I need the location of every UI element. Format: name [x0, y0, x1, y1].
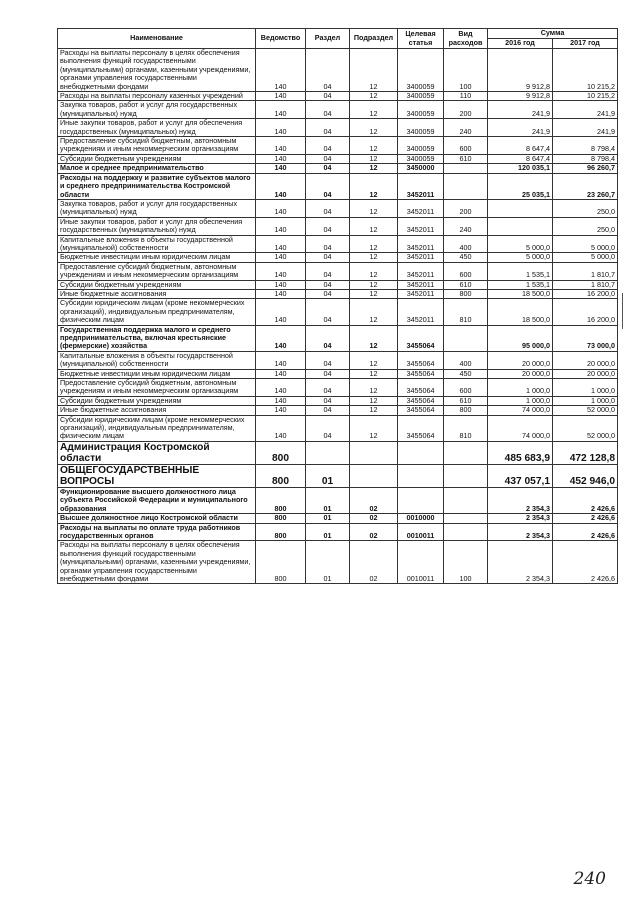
- row-sum-2016: 20 000,0: [488, 351, 553, 369]
- row-name: Расходы на выплаты персоналу казенных учреждений: [58, 92, 256, 101]
- row-subsection: 12: [350, 137, 398, 155]
- row-target: 3452011: [398, 289, 444, 298]
- row-kind: [444, 514, 488, 523]
- margin-mark: [622, 293, 623, 329]
- row-subsection: 12: [350, 164, 398, 173]
- row-sum-2017: 96 260,7: [553, 164, 618, 173]
- row-name: Бюджетные инвестиции иным юридическим лицам: [58, 369, 256, 378]
- row-name: Капитальные вложения в объекты государственной (муниципальной) собственности: [58, 235, 256, 253]
- row-sum-2017: 10 215,2: [553, 49, 618, 92]
- header-2016: 2016 год: [488, 39, 553, 49]
- row-target: 3452011: [398, 217, 444, 235]
- row-sum-2016: 241,9: [488, 101, 553, 119]
- row-subsection: 12: [350, 262, 398, 280]
- row-section: 04: [306, 262, 350, 280]
- row-sum-2017: 8 798,4: [553, 154, 618, 163]
- row-sum-2016: 18 500,0: [488, 289, 553, 298]
- row-name: Расходы на поддержку и развитие субъектов малого и среднего предпринимательства Костромской области: [58, 173, 256, 199]
- row-dept: 140: [256, 379, 306, 397]
- row-section: [306, 441, 350, 464]
- row-sum-2016: 20 000,0: [488, 369, 553, 378]
- row-sum-2017: 250,0: [553, 199, 618, 217]
- row-sum-2017: 23 260,7: [553, 173, 618, 199]
- row-sum-2017: 452 946,0: [553, 464, 618, 487]
- row-target: 3452011: [398, 299, 444, 325]
- header-2017: 2017 год: [553, 39, 618, 49]
- row-name: Капитальные вложения в объекты государственной (муниципальной) собственности: [58, 351, 256, 369]
- row-target: [398, 441, 444, 464]
- row-target: 3400059: [398, 119, 444, 137]
- row-subsection: 12: [350, 280, 398, 289]
- row-name: Субсидии бюджетным учреждениям: [58, 396, 256, 405]
- table-row: [58, 441, 618, 464]
- row-kind: 800: [444, 406, 488, 415]
- table-row: [58, 235, 618, 253]
- row-dept: 140: [256, 351, 306, 369]
- row-section: 04: [306, 289, 350, 298]
- row-subsection: 12: [350, 396, 398, 405]
- row-subsection: 02: [350, 541, 398, 584]
- row-subsection: 12: [350, 406, 398, 415]
- table-row: [58, 351, 618, 369]
- row-kind: 800: [444, 289, 488, 298]
- row-target: 3455064: [398, 406, 444, 415]
- row-section: 04: [306, 379, 350, 397]
- row-target: 3452011: [398, 235, 444, 253]
- row-target: 0010000: [398, 514, 444, 523]
- row-subsection: 02: [350, 514, 398, 523]
- table-row: [58, 406, 618, 415]
- row-target: 3452011: [398, 262, 444, 280]
- row-kind: 200: [444, 199, 488, 217]
- table-row: [58, 49, 618, 92]
- row-dept: 140: [256, 325, 306, 351]
- table-row: [58, 379, 618, 397]
- row-dept: 140: [256, 137, 306, 155]
- row-dept: 140: [256, 173, 306, 199]
- row-sum-2017: 52 000,0: [553, 415, 618, 441]
- row-target: 3400059: [398, 101, 444, 119]
- row-section: 04: [306, 137, 350, 155]
- row-section: 01: [306, 523, 350, 541]
- row-target: 3455064: [398, 369, 444, 378]
- table-row: [58, 487, 618, 513]
- table-row: [58, 523, 618, 541]
- row-name: Субсидии юридическим лицам (кроме некоммерческих организаций), индивидуальным предпринимателям, физическим лицам: [58, 299, 256, 325]
- row-target: 3400059: [398, 154, 444, 163]
- row-dept: 800: [256, 487, 306, 513]
- row-sum-2016: 5 000,0: [488, 235, 553, 253]
- row-section: 04: [306, 217, 350, 235]
- row-sum-2016: 5 000,0: [488, 253, 553, 262]
- row-subsection: 12: [350, 217, 398, 235]
- header-name: Наименование: [58, 29, 256, 49]
- row-section: 04: [306, 280, 350, 289]
- row-kind: [444, 325, 488, 351]
- row-section: 04: [306, 173, 350, 199]
- row-name: Иные закупки товаров, работ и услуг для обеспечения государственных (муниципальных) нужд: [58, 217, 256, 235]
- row-name: Малое и среднее предпринимательство: [58, 164, 256, 173]
- row-target: 0010011: [398, 523, 444, 541]
- row-sum-2017: 10 215,2: [553, 92, 618, 101]
- row-sum-2017: 52 000,0: [553, 406, 618, 415]
- row-dept: 140: [256, 101, 306, 119]
- row-dept: 800: [256, 441, 306, 464]
- row-dept: 140: [256, 253, 306, 262]
- row-sum-2017: 250,0: [553, 217, 618, 235]
- row-section: 04: [306, 119, 350, 137]
- row-section: 01: [306, 487, 350, 513]
- row-kind: 600: [444, 137, 488, 155]
- row-dept: 140: [256, 415, 306, 441]
- row-kind: [444, 164, 488, 173]
- row-sum-2017: 1 000,0: [553, 396, 618, 405]
- row-subsection: 12: [350, 369, 398, 378]
- row-sum-2016: 2 354,3: [488, 487, 553, 513]
- row-name: Иные бюджетные ассигнования: [58, 406, 256, 415]
- row-dept: 800: [256, 464, 306, 487]
- row-dept: 140: [256, 396, 306, 405]
- row-sum-2016: 9 912,8: [488, 92, 553, 101]
- row-kind: 110: [444, 92, 488, 101]
- row-sum-2016: [488, 217, 553, 235]
- row-name: Иные закупки товаров, работ и услуг для обеспечения государственных (муниципальных) нужд: [58, 119, 256, 137]
- row-kind: [444, 173, 488, 199]
- row-sum-2017: 1 810,7: [553, 280, 618, 289]
- row-target: 0010011: [398, 541, 444, 584]
- row-target: 3455064: [398, 325, 444, 351]
- row-target: 3452011: [398, 253, 444, 262]
- row-section: 04: [306, 154, 350, 163]
- row-sum-2016: 241,9: [488, 119, 553, 137]
- row-subsection: 12: [350, 351, 398, 369]
- row-sum-2017: 1 810,7: [553, 262, 618, 280]
- row-dept: 800: [256, 514, 306, 523]
- row-sum-2016: 2 354,3: [488, 541, 553, 584]
- row-sum-2016: [488, 199, 553, 217]
- row-kind: 100: [444, 541, 488, 584]
- row-section: 04: [306, 199, 350, 217]
- row-section: 04: [306, 396, 350, 405]
- table-row: [58, 199, 618, 217]
- row-kind: 400: [444, 235, 488, 253]
- row-section: 04: [306, 369, 350, 378]
- row-sum-2017: 241,9: [553, 119, 618, 137]
- row-target: [398, 464, 444, 487]
- row-kind: 810: [444, 415, 488, 441]
- row-section: 04: [306, 325, 350, 351]
- row-kind: 240: [444, 119, 488, 137]
- row-target: 3450000: [398, 164, 444, 173]
- row-section: 04: [306, 92, 350, 101]
- row-subsection: 12: [350, 92, 398, 101]
- table-row: [58, 101, 618, 119]
- row-kind: 600: [444, 262, 488, 280]
- row-sum-2017: 472 128,8: [553, 441, 618, 464]
- header-section: Раздел: [306, 29, 350, 49]
- row-sum-2017: 5 000,0: [553, 253, 618, 262]
- row-kind: 610: [444, 396, 488, 405]
- row-subsection: 12: [350, 119, 398, 137]
- row-target: 3455064: [398, 415, 444, 441]
- table-row: [58, 464, 618, 487]
- row-target: 3455064: [398, 379, 444, 397]
- row-dept: 140: [256, 289, 306, 298]
- row-kind: 240: [444, 217, 488, 235]
- row-subsection: 12: [350, 235, 398, 253]
- row-sum-2017: 2 426,6: [553, 523, 618, 541]
- row-section: 04: [306, 406, 350, 415]
- row-name: Предоставление субсидий бюджетным, автономным учреждениям и иным некоммерческим организациям: [58, 379, 256, 397]
- budget-table-sheet: [57, 28, 617, 584]
- row-sum-2016: 2 354,3: [488, 523, 553, 541]
- table-row: [58, 164, 618, 173]
- row-sum-2016: 95 000,0: [488, 325, 553, 351]
- row-kind: [444, 523, 488, 541]
- row-subsection: 12: [350, 379, 398, 397]
- row-dept: 140: [256, 119, 306, 137]
- row-kind: [444, 464, 488, 487]
- row-kind: 610: [444, 280, 488, 289]
- row-sum-2016: 485 683,9: [488, 441, 553, 464]
- row-kind: 450: [444, 253, 488, 262]
- row-dept: 140: [256, 199, 306, 217]
- header-dept: Ведомство: [256, 29, 306, 49]
- row-name: ОБЩЕГОСУДАРСТВЕННЫЕ ВОПРОСЫ: [58, 464, 256, 487]
- row-dept: 140: [256, 92, 306, 101]
- row-dept: 140: [256, 280, 306, 289]
- row-sum-2016: 1 535,1: [488, 280, 553, 289]
- row-subsection: 12: [350, 199, 398, 217]
- row-subsection: 12: [350, 289, 398, 298]
- row-target: 3455064: [398, 396, 444, 405]
- row-sum-2016: 8 647,4: [488, 154, 553, 163]
- row-name: Расходы на выплаты персоналу в целях обеспечения выполнения функций государственными (муниципальными) органами, казенными учреждениями, органами управления государственными внебюджетными фондами: [58, 541, 256, 584]
- row-target: 3400059: [398, 49, 444, 92]
- header-target: Целевая статья: [398, 29, 444, 49]
- row-sum-2017: 16 200,0: [553, 289, 618, 298]
- table-row: [58, 541, 618, 584]
- row-sum-2017: 2 426,6: [553, 514, 618, 523]
- header-kind: Вид расходов: [444, 29, 488, 49]
- row-kind: [444, 441, 488, 464]
- row-name: Администрация Костромской области: [58, 441, 256, 464]
- row-name: Расходы на выплаты персоналу в целях обеспечения выполнения функций государственными (муниципальными) органами, казенными учреждениями, органами управления государственными внебюджетными фондами: [58, 49, 256, 92]
- row-dept: 140: [256, 154, 306, 163]
- row-sum-2017: 16 200,0: [553, 299, 618, 325]
- row-section: 04: [306, 351, 350, 369]
- row-name: Предоставление субсидий бюджетным, автономным учреждениям и иным некоммерческим организациям: [58, 262, 256, 280]
- row-sum-2017: 20 000,0: [553, 369, 618, 378]
- row-section: 04: [306, 101, 350, 119]
- row-kind: 810: [444, 299, 488, 325]
- row-sum-2017: 73 000,0: [553, 325, 618, 351]
- row-name: Высшее должностное лицо Костромской области: [58, 514, 256, 523]
- row-subsection: 12: [350, 154, 398, 163]
- row-dept: 140: [256, 299, 306, 325]
- row-section: 04: [306, 235, 350, 253]
- row-section: 04: [306, 299, 350, 325]
- row-dept: 140: [256, 217, 306, 235]
- row-name: Иные бюджетные ассигнования: [58, 289, 256, 298]
- row-kind: 600: [444, 379, 488, 397]
- row-sum-2016: 2 354,3: [488, 514, 553, 523]
- row-section: 04: [306, 253, 350, 262]
- row-name: Субсидии юридическим лицам (кроме некоммерческих организаций), индивидуальным предпринимателям, физическим лицам: [58, 415, 256, 441]
- row-subsection: 12: [350, 415, 398, 441]
- row-name: Закупка товаров, работ и услуг для государственных (муниципальных) нужд: [58, 199, 256, 217]
- row-kind: 450: [444, 369, 488, 378]
- row-sum-2016: 18 500,0: [488, 299, 553, 325]
- row-subsection: 12: [350, 173, 398, 199]
- row-subsection: 12: [350, 101, 398, 119]
- row-section: 04: [306, 164, 350, 173]
- row-name: Закупка товаров, работ и услуг для государственных (муниципальных) нужд: [58, 101, 256, 119]
- row-name: Бюджетные инвестиции иным юридическим лицам: [58, 253, 256, 262]
- table-row: [58, 119, 618, 137]
- row-subsection: 02: [350, 523, 398, 541]
- table-row: [58, 217, 618, 235]
- row-subsection: [350, 464, 398, 487]
- row-sum-2016: 1 000,0: [488, 379, 553, 397]
- table-row: [58, 137, 618, 155]
- row-section: 01: [306, 541, 350, 584]
- row-kind: 610: [444, 154, 488, 163]
- row-kind: 200: [444, 101, 488, 119]
- row-sum-2017: 20 000,0: [553, 351, 618, 369]
- row-target: 3452011: [398, 173, 444, 199]
- row-subsection: [350, 441, 398, 464]
- row-subsection: 12: [350, 49, 398, 92]
- table-row: [58, 514, 618, 523]
- row-section: 01: [306, 464, 350, 487]
- row-sum-2017: 2 426,6: [553, 541, 618, 584]
- header-subsection: Подраздел: [350, 29, 398, 49]
- row-sum-2016: 74 000,0: [488, 406, 553, 415]
- row-dept: 140: [256, 235, 306, 253]
- row-kind: 100: [444, 49, 488, 92]
- row-sum-2016: 1 535,1: [488, 262, 553, 280]
- table-row: [58, 415, 618, 441]
- row-name: Субсидии бюджетным учреждениям: [58, 154, 256, 163]
- row-target: 3452011: [398, 199, 444, 217]
- row-dept: 140: [256, 406, 306, 415]
- row-sum-2016: 437 057,1: [488, 464, 553, 487]
- row-sum-2016: 9 912,8: [488, 49, 553, 92]
- row-dept: 140: [256, 164, 306, 173]
- row-section: 04: [306, 415, 350, 441]
- row-name: Расходы на выплаты по оплате труда работников государственных органов: [58, 523, 256, 541]
- row-subsection: 12: [350, 325, 398, 351]
- row-section: 04: [306, 49, 350, 92]
- row-kind: [444, 487, 488, 513]
- table-row: [58, 173, 618, 199]
- row-dept: 140: [256, 262, 306, 280]
- table-body: [58, 49, 618, 584]
- header-sum: Сумма: [488, 29, 618, 39]
- page-number: 240: [573, 869, 606, 889]
- row-sum-2017: 2 426,6: [553, 487, 618, 513]
- row-name: Функционирование высшего должностного лица субъекта Российской Федерации и муниципального образования: [58, 487, 256, 513]
- table-row: [58, 299, 618, 325]
- row-target: [398, 487, 444, 513]
- row-sum-2016: 74 000,0: [488, 415, 553, 441]
- row-target: 3452011: [398, 280, 444, 289]
- row-section: 01: [306, 514, 350, 523]
- row-sum-2016: 8 647,4: [488, 137, 553, 155]
- row-target: 3400059: [398, 137, 444, 155]
- row-sum-2017: 5 000,0: [553, 235, 618, 253]
- row-name: Государственная поддержка малого и среднего предпринимательства, включая крестьянские (фермерские) хозяйства: [58, 325, 256, 351]
- row-dept: 800: [256, 523, 306, 541]
- row-name: Предоставление субсидий бюджетным, автономным учреждениям и иным некоммерческим организациям: [58, 137, 256, 155]
- row-sum-2016: 25 035,1: [488, 173, 553, 199]
- table-header: [58, 29, 618, 49]
- row-dept: 140: [256, 49, 306, 92]
- table-row: [58, 253, 618, 262]
- table-row: [58, 325, 618, 351]
- row-dept: 800: [256, 541, 306, 584]
- row-sum-2017: 241,9: [553, 101, 618, 119]
- row-sum-2016: 120 035,1: [488, 164, 553, 173]
- table-row: [58, 262, 618, 280]
- budget-table: [57, 28, 618, 584]
- row-target: 3455064: [398, 351, 444, 369]
- row-target: 3400059: [398, 92, 444, 101]
- row-subsection: 12: [350, 253, 398, 262]
- row-sum-2017: 1 000,0: [553, 379, 618, 397]
- row-dept: 140: [256, 369, 306, 378]
- row-sum-2017: 8 798,4: [553, 137, 618, 155]
- row-name: Субсидии бюджетным учреждениям: [58, 280, 256, 289]
- row-kind: 400: [444, 351, 488, 369]
- row-subsection: 12: [350, 299, 398, 325]
- row-subsection: 02: [350, 487, 398, 513]
- row-sum-2016: 1 000,0: [488, 396, 553, 405]
